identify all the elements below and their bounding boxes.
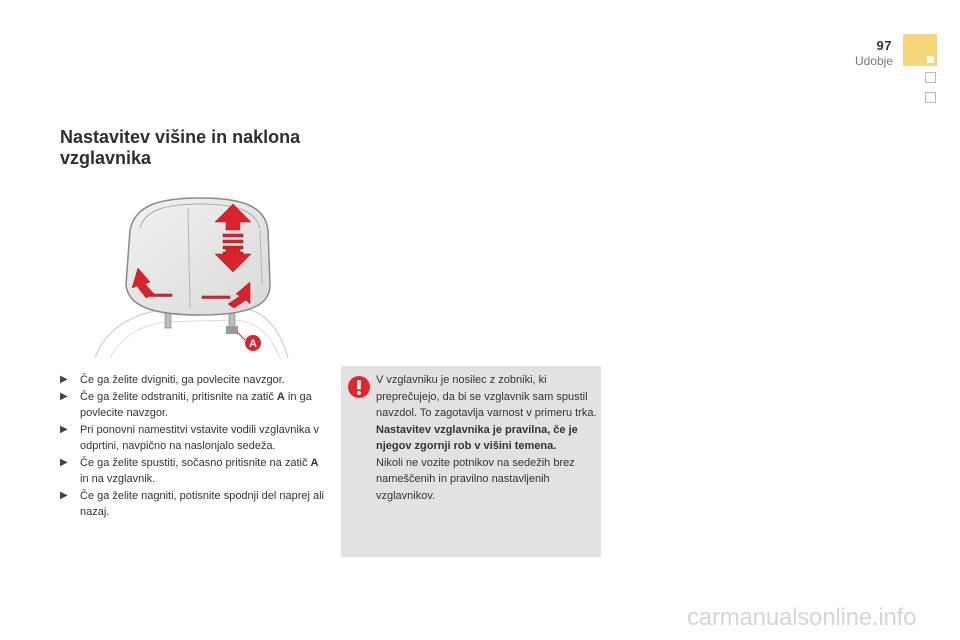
list-item: ▶ Če ga želite odstraniti, pritisnite na zatič A in ga povlecite navzgor. [60,390,312,419]
warning-emphasis: Nastavitev vzglavnika je pravilna, če je njegov zgornji rob v višini temena. [376,423,578,452]
list-item: ▶ Če ga želite dvigniti, ga povlecite navzgor. [60,372,330,389]
warning-icon [347,375,371,399]
watermark: carmanualsonline.info [687,604,917,631]
callout-label-a: A [249,338,257,350]
headrest-illustration [90,190,290,360]
chapter-tab-box [925,92,936,103]
warning-box [341,366,601,557]
warning-paragraph: Nikoli ne vozite potnikov na sedežih brez nameščenih in pravilno nastavljenih vzglavnikov. [376,456,575,502]
arrow-bullet-icon: ▶ [60,423,68,435]
section-title: Udobje [854,54,893,68]
arrow-bullet-icon: ▶ [60,374,68,385]
warning-text [376,372,598,504]
list-item: ▶ Če ga želite nagniti, potisnite spodnji del naprej ali nazaj. [60,489,324,518]
page-title: Nastavitev višine in naklona vzglavnika [60,127,301,168]
list-item: ▶ Pri ponovni namestitvi vstavite vodili vzglavnika v odprtini, navpično na naslonjalo sedeža. [60,423,320,452]
chapter-tab-marker [903,34,937,66]
chapter-tab-box [925,72,936,83]
instruction-list [60,372,330,521]
arrow-bullet-icon: ▶ [60,390,68,402]
warning-paragraph: V vzglavniku je nosilec z zobniki, ki preprečujejo, da bi se vzglavnik sam spustil navzdol. To zagotavlja varnost v primeru trka. [376,374,597,419]
arrow-bullet-icon: ▶ [60,456,68,468]
list-item: ▶ Če ga želite spustiti, sočasno pritisnite na zatič A in na vzglavnik. [60,456,319,485]
arrow-bullet-icon: ▶ [60,489,68,501]
page-number: 97 [876,38,892,53]
